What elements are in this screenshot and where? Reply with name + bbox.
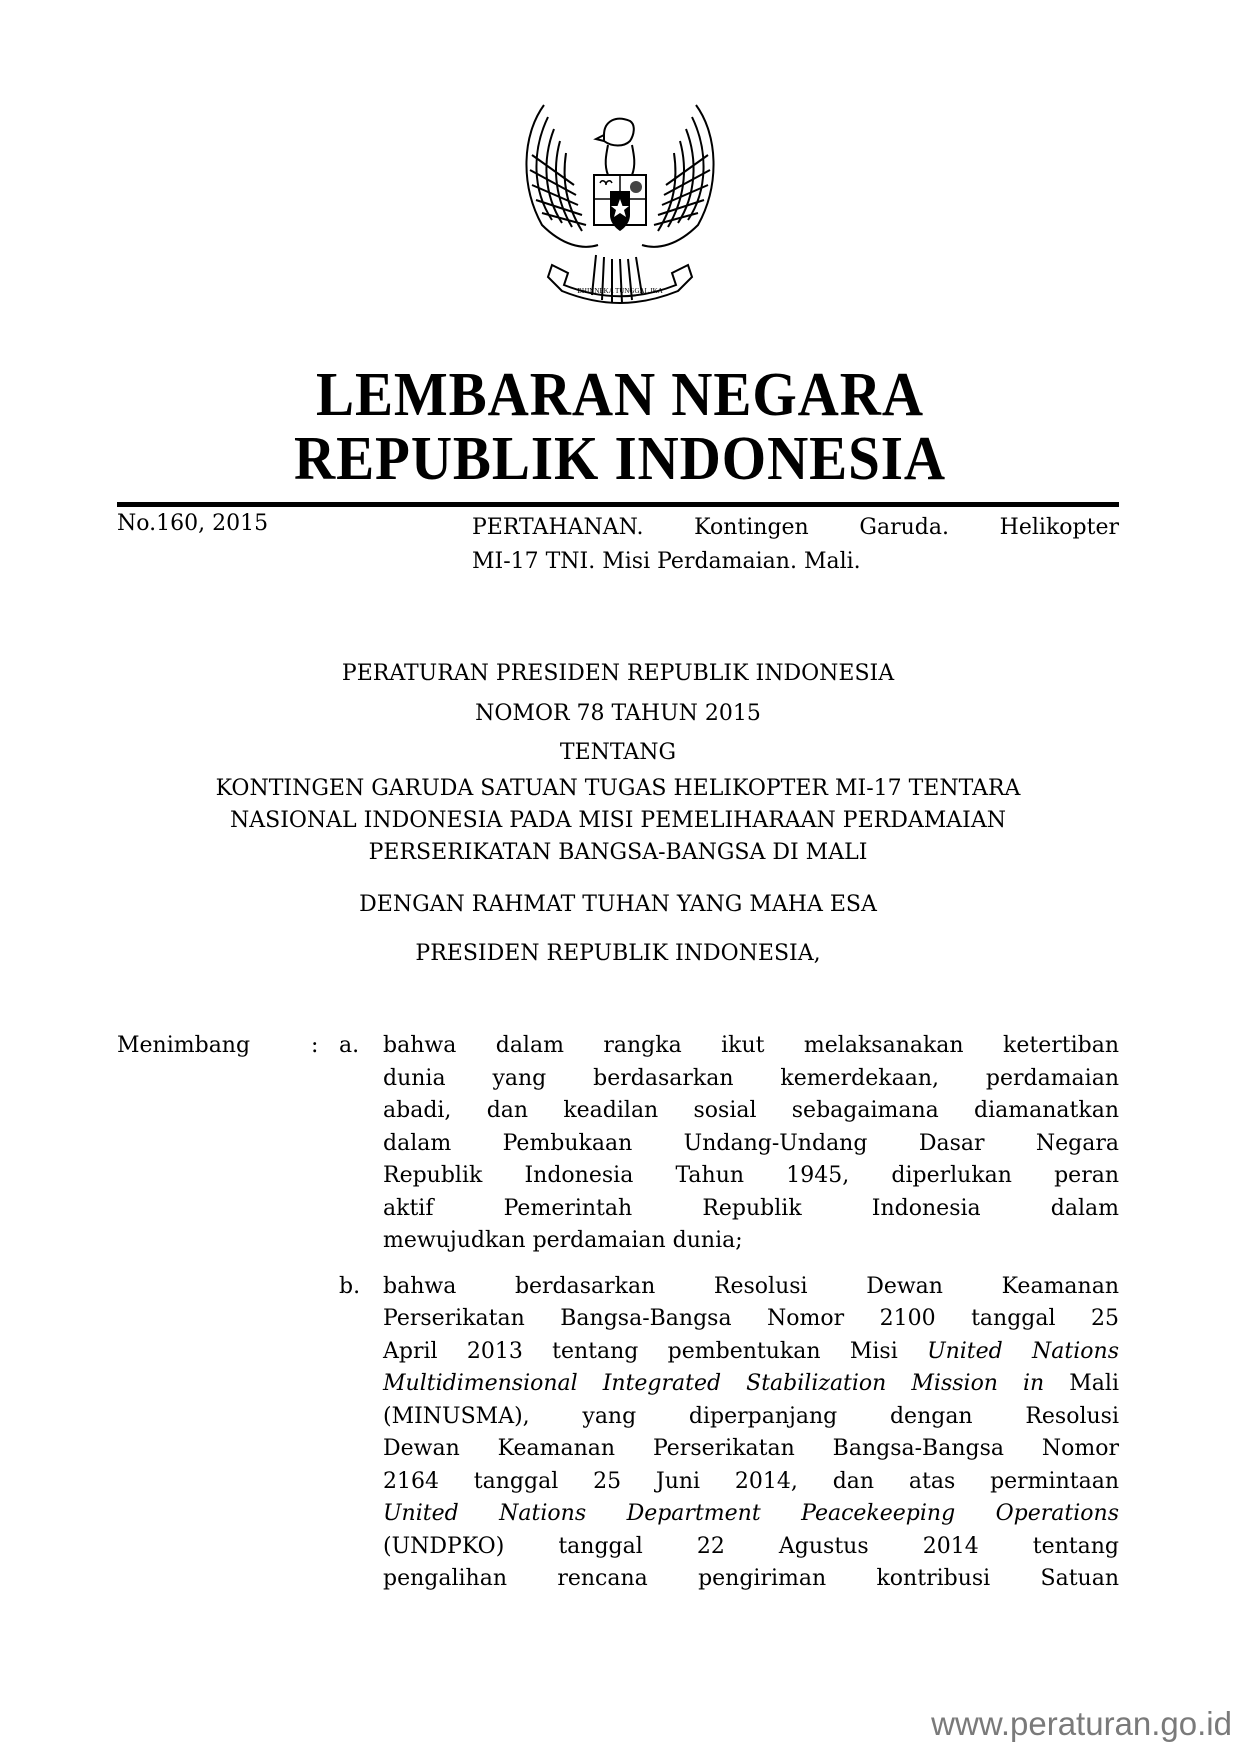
considerations-section <box>117 1030 1119 1596</box>
garuda-emblem-icon <box>512 95 728 310</box>
text-line: pengalihan rencana pengiriman kontribusi Satuan <box>383 1566 1119 1591</box>
topic-line1: PERTAHANAN. Kontingen Garuda. Helikopter <box>472 515 1119 540</box>
subject-line2: NASIONAL INDONESIA PADA MISI PEMELIHARAAN PERDAMAIAN <box>229 808 1006 833</box>
text-line <box>383 1498 1119 1531</box>
text-line: April 2013 tentang pembentukan Misi United Nations <box>383 1338 1119 1364</box>
text-line: bahwa dalam rangka ikut melaksanakan ketertiban <box>383 1033 1119 1058</box>
regulation-type: PERATURAN PRESIDEN REPUBLIK INDONESIA <box>341 661 895 686</box>
item-letter: b. <box>339 1273 361 1299</box>
item-text <box>383 1030 1119 1258</box>
issuer: PRESIDEN REPUBLIK INDONESIA, <box>415 941 821 966</box>
gazette-topic <box>472 511 1119 579</box>
gazette-number: No.160, 2015 <box>117 511 269 536</box>
text-line: (UNDPKO) tanggal 22 Agustus 2014 tentang <box>383 1533 1119 1559</box>
text-line: abadi, dan keadilan sosial sebagaimana diamanatkan <box>383 1098 1119 1123</box>
italic-fragment: United Nations <box>927 1338 1119 1364</box>
text-line: aktif Pemerintah Republik Indonesia dalam <box>383 1195 1119 1221</box>
text-line: dalam Pembukaan Undang-Undang Dasar Negara <box>383 1130 1119 1156</box>
regulation-about: TENTANG <box>559 740 677 765</box>
text-line: Multidimensional Integrated Stabilization Mission in Mali <box>383 1371 1119 1396</box>
item-text <box>383 1271 1119 1596</box>
text-line: dunia yang berdasarkan kemerdekaan, perdamaian <box>383 1065 1119 1091</box>
invocation: DENGAN RAHMAT TUHAN YANG MAHA ESA <box>359 892 877 917</box>
text-line: 2164 tanggal 25 Juni 2014, dan atas permintaan <box>383 1468 1119 1494</box>
subject-line3: PERSERIKATAN BANGSA-BANGSA DI MALI <box>368 840 868 865</box>
consideration-item-b <box>117 1271 1119 1596</box>
regulation-subject <box>117 773 1119 869</box>
considerations-separator: : <box>311 1033 319 1058</box>
gazette-title-line2: REPUBLIK INDONESIA <box>293 425 947 493</box>
svg-text:BHINNEKA TUNGGAL IKA: BHINNEKA TUNGGAL IKA <box>577 287 663 295</box>
footer-website: www.peraturan.go.id <box>931 1705 1232 1742</box>
topic-line2: MI-17 TNI. Misi Perdamaian. Mali. <box>472 549 861 574</box>
consideration-item-a <box>117 1030 1119 1258</box>
text-line: (MINUSMA), yang diperpanjang dengan Resolusi <box>383 1403 1119 1429</box>
considerations-label: Menimbang <box>117 1033 251 1058</box>
italic-fragment: United Nations Department Peacekeeping Operations <box>383 1501 1119 1526</box>
text-line: Dewan Keamanan Perserikatan Bangsa-Bangsa Nomor <box>383 1436 1119 1461</box>
text-line: Perserikatan Bangsa-Bangsa Nomor 2100 tanggal 25 <box>383 1306 1119 1331</box>
gazette-title-line1: LEMBARAN NEGARA <box>315 361 924 429</box>
item-letter: a. <box>339 1033 360 1058</box>
text-line: Republik Indonesia Tahun 1945, diperlukan peran <box>383 1163 1119 1188</box>
subject-line1: KONTINGEN GARUDA SATUAN TUGAS HELIKOPTER MI-17 TENTARA <box>215 776 1021 801</box>
italic-fragment: Multidimensional Integrated Stabilization Mission in <box>383 1371 1045 1396</box>
text-line: mewujudkan perdamaian dunia; <box>383 1228 743 1253</box>
header-divider <box>117 502 1119 507</box>
regulation-number: NOMOR 78 TAHUN 2015 <box>475 701 761 726</box>
text-line: bahwa berdasarkan Resolusi Dewan Keamanan <box>383 1273 1119 1299</box>
